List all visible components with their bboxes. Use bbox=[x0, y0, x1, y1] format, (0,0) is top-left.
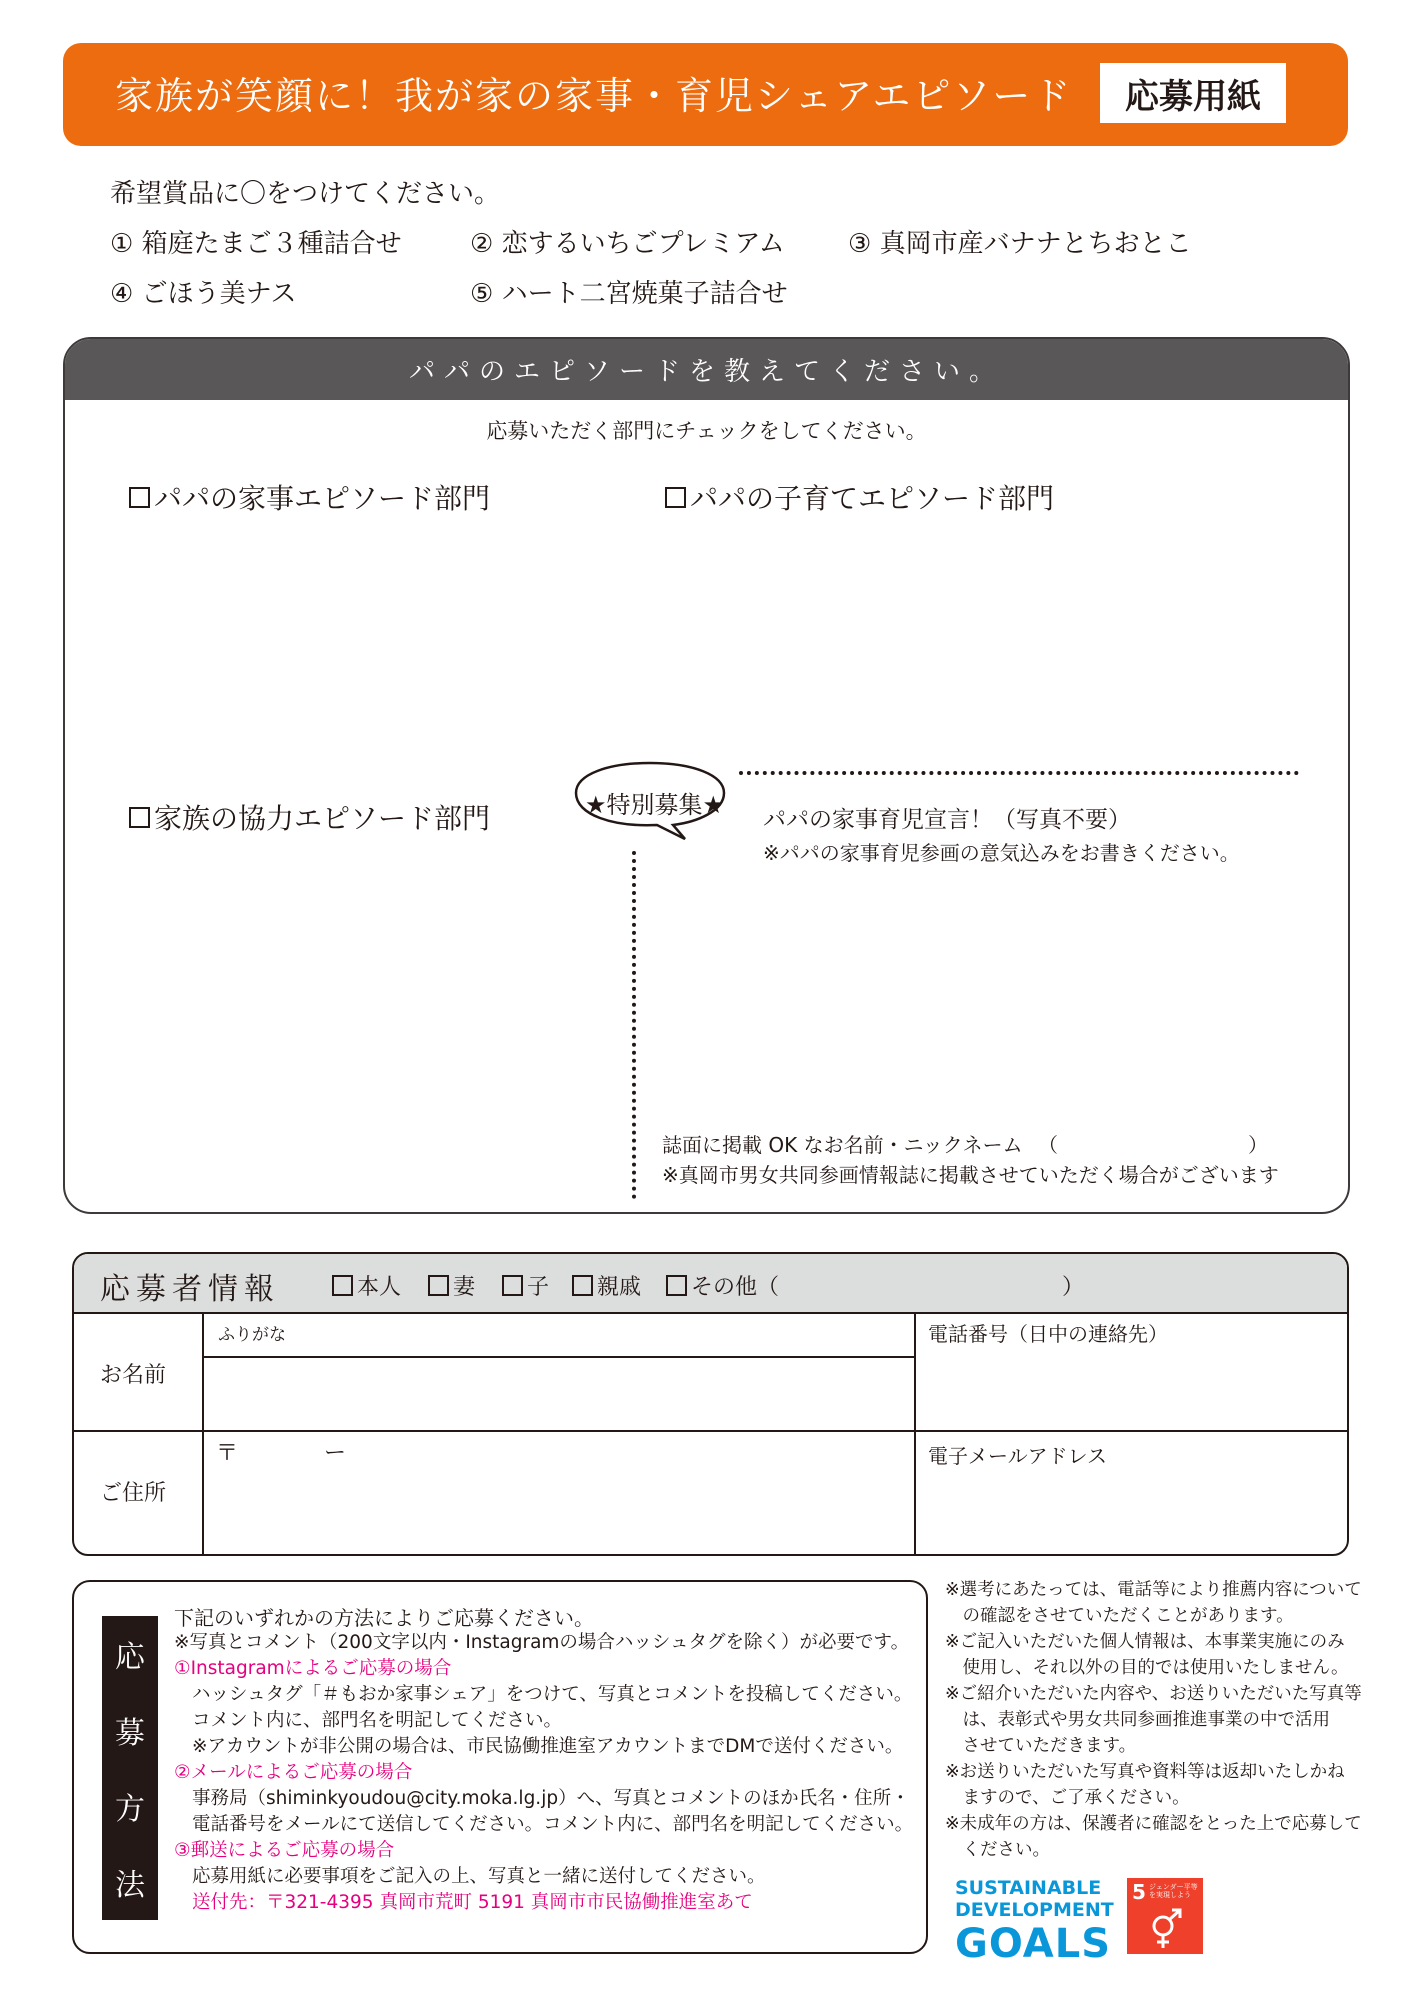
note-line: させていただきます。 bbox=[945, 1736, 1137, 1756]
sdg-goal5-icon bbox=[1127, 1878, 1203, 1954]
prize-option-3[interactable]: ③ 真岡市産バナナとちおとこ bbox=[848, 229, 1192, 259]
table-divider bbox=[202, 1356, 914, 1358]
email-input[interactable] bbox=[920, 1468, 1340, 1548]
relation-other-close: ） bbox=[1062, 1275, 1085, 1300]
table-divider bbox=[74, 1430, 1347, 1432]
category-label: パパの家事エピソード部門 bbox=[154, 482, 491, 515]
prize-option-1[interactable]: ① 箱庭たまご３種詰合せ bbox=[110, 229, 402, 259]
checkbox-icon[interactable] bbox=[129, 487, 150, 508]
nickname-paren-close: ） bbox=[1248, 1133, 1268, 1157]
checkbox-icon[interactable] bbox=[129, 807, 150, 828]
applicant-section bbox=[72, 1252, 1349, 1556]
note-line: ください。 bbox=[945, 1840, 1050, 1860]
instagram-line: ※アカウントが非公開の場合は、市民協働推進室アカウントまでDMで送付ください。 bbox=[192, 1736, 904, 1757]
note-line: ※未成年の方は、保護者に確認をとった上で応募して bbox=[945, 1814, 1362, 1834]
note-line: ※お送りいただいた写真や資料等は返却いたしかね bbox=[945, 1762, 1345, 1782]
prize-option-5[interactable]: ⑤ ハート二宮焼菓子詰合せ bbox=[470, 279, 788, 309]
table-divider bbox=[914, 1312, 916, 1554]
table-divider bbox=[202, 1312, 204, 1554]
applicant-header bbox=[74, 1254, 1347, 1314]
episode-instruction: 応募いただく部門にチェックをしてください。 bbox=[486, 419, 927, 443]
method-tag: 応 募 方 法 bbox=[102, 1616, 158, 1920]
category-housework[interactable] bbox=[129, 477, 490, 517]
gender-equality-icon bbox=[1147, 1908, 1185, 1950]
declaration-note: ※パパの家事育児参画の意気込みをお書きください。 bbox=[763, 841, 1240, 865]
method-intro: 下記のいずれかの方法によりご応募ください。 bbox=[174, 1606, 594, 1630]
postal-dash: ー bbox=[324, 1441, 347, 1466]
instagram-line: コメント内に、部門名を明記してください。 bbox=[192, 1710, 563, 1731]
nickname-input[interactable] bbox=[1065, 1125, 1240, 1155]
checkbox-icon[interactable] bbox=[332, 1275, 353, 1296]
goal-text: ジェンダー平等を実現しよう bbox=[1149, 1883, 1198, 1899]
nickname-paren-open: （ bbox=[1038, 1133, 1058, 1157]
relation-relative[interactable]: 親戚 bbox=[572, 1270, 641, 1301]
phone-label: 電話番号（日中の連絡先） bbox=[928, 1322, 1168, 1346]
checkbox-icon[interactable] bbox=[666, 1275, 687, 1296]
post-address: 送付先：〒321-4395 真岡市荒町 5191 真岡市市民協働推進室あて bbox=[192, 1892, 753, 1913]
note-line: ますので、ご了承ください。 bbox=[945, 1788, 1190, 1808]
email-label: 電子メールアドレス bbox=[928, 1444, 1107, 1468]
relation-other[interactable]: その他（ bbox=[666, 1270, 779, 1301]
page-title: 家族が笑顔に！我が家の家事・育児シェアエピソード bbox=[115, 74, 1073, 118]
sdgs-logo-line1: SUSTAINABLE bbox=[955, 1877, 1102, 1899]
note-line: は、表彰式や男女共同参画推進事業の中で活用 bbox=[945, 1710, 1330, 1730]
publication-note: ※真岡市男女共同参画情報誌に掲載させていただく場合がございます bbox=[662, 1163, 1279, 1187]
dotted-divider bbox=[632, 851, 636, 1199]
category-family-cooperation[interactable] bbox=[129, 797, 490, 837]
publication-name-label: 誌面に掲載 OK なお名前・ニックネーム bbox=[662, 1133, 1023, 1157]
dotted-divider bbox=[739, 771, 1299, 775]
category-childcare[interactable] bbox=[665, 477, 1054, 517]
address-label: ご住所 bbox=[100, 1481, 167, 1506]
checkbox-icon[interactable] bbox=[572, 1275, 593, 1296]
goal-number: 5 bbox=[1132, 1880, 1146, 1904]
instagram-heading: ①Instagramによるご応募の場合 bbox=[174, 1658, 452, 1679]
prize-option-4[interactable]: ④ ごほう美ナス bbox=[110, 279, 297, 309]
declaration-title: パパの家事育児宣言！（写真不要） bbox=[763, 807, 1131, 833]
email-heading: ②メールによるご応募の場合 bbox=[174, 1762, 413, 1783]
prize-instruction: 希望賞品に〇をつけてください。 bbox=[110, 179, 501, 209]
email-line: 電話番号をメールにて送信してください。コメント内に、部門名を明記してください。 bbox=[192, 1814, 914, 1835]
page-header bbox=[63, 43, 1348, 146]
checkbox-icon[interactable] bbox=[502, 1275, 523, 1296]
address-input[interactable] bbox=[206, 1436, 910, 1548]
checkbox-icon[interactable] bbox=[428, 1275, 449, 1296]
post-line: 応募用紙に必要事項をご記入の上、写真と一緒に送付してください。 bbox=[192, 1866, 766, 1887]
relation-self[interactable]: 本人 bbox=[332, 1270, 401, 1301]
category-label: 家族の協力エピソード部門 bbox=[154, 802, 491, 835]
episode-heading: パパのエピソードを教えてください。 bbox=[65, 339, 1348, 400]
post-heading: ③郵送によるご応募の場合 bbox=[174, 1840, 395, 1861]
prize-option-2[interactable]: ② 恋するいちごプレミアム bbox=[470, 229, 785, 259]
name-input[interactable] bbox=[206, 1360, 910, 1426]
phone-input[interactable] bbox=[920, 1348, 1340, 1426]
email-line: 事務局（shiminkyoudou@city.moka.lg.jp）へ、写真とコメントのほか氏名・住所・ bbox=[192, 1788, 910, 1809]
application-method-section bbox=[72, 1580, 928, 1954]
applicant-title: 応募者情報 bbox=[100, 1272, 280, 1307]
name-label: お名前 bbox=[100, 1363, 167, 1388]
note-line: 使用し、それ以外の目的では使用いたしません。 bbox=[945, 1658, 1349, 1678]
relation-wife[interactable]: 妻 bbox=[428, 1270, 475, 1301]
checkbox-icon[interactable] bbox=[665, 487, 686, 508]
sdgs-logo-line3: GOALS bbox=[955, 1921, 1112, 1967]
furigana-label: ふりがな bbox=[218, 1325, 286, 1345]
relation-child[interactable]: 子 bbox=[502, 1270, 549, 1301]
special-recruit-label: ★特別募集★ bbox=[585, 791, 725, 819]
instagram-line: ハッシュタグ「＃もおか家事シェア」をつけて、写真とコメントを投稿してください。 bbox=[192, 1684, 913, 1705]
postal-mark: 〒 bbox=[216, 1441, 239, 1466]
relation-other-input[interactable] bbox=[786, 1266, 1056, 1300]
sdgs-logo-line2: DEVELOPMENT bbox=[955, 1899, 1114, 1921]
note-line: ※選考にあたっては、電話等により推薦内容について bbox=[945, 1580, 1362, 1600]
form-badge: 応募用紙 bbox=[1100, 63, 1286, 123]
note-line: ※ご記入いただいた個人情報は、本事業実施にのみ bbox=[945, 1632, 1345, 1652]
episode-section bbox=[63, 337, 1350, 1214]
method-requirement: ※写真とコメント（200文字以内・Instagramの場合ハッシュタグを除く）が必要です。 bbox=[174, 1632, 910, 1653]
category-label: パパの子育てエピソード部門 bbox=[690, 482, 1055, 515]
furigana-input[interactable] bbox=[206, 1316, 910, 1354]
note-line: ※ご紹介いただいた内容や、お送りいただいた写真等 bbox=[945, 1684, 1362, 1704]
note-line: の確認をさせていただくことがあります。 bbox=[945, 1606, 1294, 1626]
